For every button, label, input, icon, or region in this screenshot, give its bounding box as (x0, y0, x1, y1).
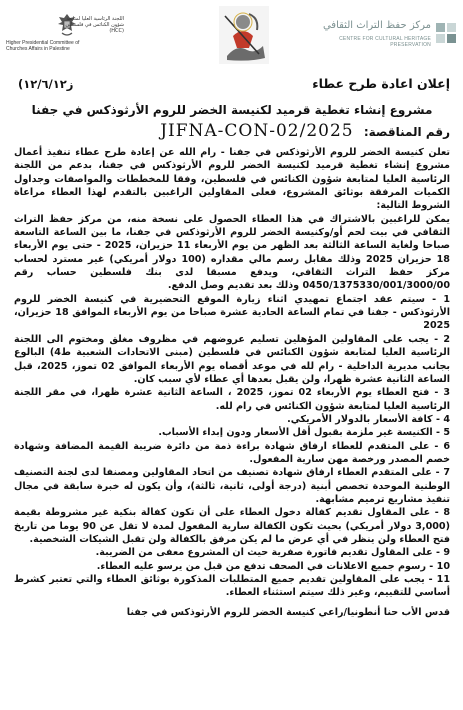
condition-item: 2 - يجب على المقاولين المؤهلين تسليم عروضهم في مظروف مغلق ومختوم الى اللجنة الرئاسية العليا لمتابعة شؤون الكنائس في فلسطين (مبنى الاتحادات الشعبية ط4) البالوع بجانب مديرية الداخلية - رام لله في موعد أقصاه يوم الأربعاء الموافق 02 تموز، 2025، قبل الساعة الثانية عشرة ظهرا، ولن يقبل بعدها أي عطاء لأي سبب كان. (14, 333, 451, 385)
project-title: مشروع إنشاء تغطية قرميد لكنيسة الخضر للروم الأرثوذكس في جفنا (31, 103, 433, 117)
tender-label: رقم المناقصة: (363, 125, 450, 139)
condition-item: 1 - سيتم عقد اجتماع تمهيدي اثناء زيارة الموقع التحضيرية في كنيسة الخضر للروم الأرثوذكس - جفنا في تمام الساعة الحادية عشرة صباحا من يوم الأربعاء الموافق 18 حزيران، 2025 (14, 293, 450, 332)
ccp-english-name: CENTRE FOR CULTURAL HERITAGE PRESERVATION (339, 36, 431, 48)
ccp-mark-icon (435, 22, 457, 44)
tender-line (14, 121, 450, 142)
condition-item: 4 - كافة الأسعار بالدولار الأمريكي. (287, 413, 450, 425)
ccp-arabic-name: مركز حفظ التراث الثقافي (322, 20, 431, 31)
signature-line: قدس الأب حنا أنطونيا/راعي كنيسة الخضر للروم الأرثوذكس في جفنا (126, 606, 450, 618)
headline-row (14, 76, 450, 96)
hcc-english-name: Higher Presidential Committee of Churches Affairs in Palestine (6, 40, 80, 52)
condition-item: 6 - على المتقدم للعطاء ارفاق شهادة براءة ذمة من دائرة ضريبة القيمة المضافة وشهادة خصم المصدر ورخصة مهن سارية المفعول. (14, 440, 450, 465)
hcc-arabic-block (60, 12, 180, 62)
announcement-headline: إعلان اعادة طرح عطاء (312, 76, 450, 91)
hcc-arabic-name: اللجنة الرئاسية العليا لمتابعة شؤون الكنائس في فلسطين (HCC) (65, 16, 124, 34)
conditions-list (14, 293, 450, 600)
condition-item: 9 - على المقاول تقديم فاتورة صفرية حيث ان المشروع معفى من الضريبة. (95, 547, 450, 559)
saint-george-dragon-icon (219, 6, 269, 64)
purchase-terms-paragraph: يمكن للراغبين بالاشتراك في هذا العطاء الحصول على نسخة منه، من مركز حفظ التراث الثقافي في بيت لحم أو/وكنيسة الخضر للروم الأرثوذكس في جفنا، ما بين الساعة التاسعة صباحا ولغاية الساعة الثالثة بعد الظهر من يوم الأربعاء 11 حزيران، 2025 - حتى يوم الأربعاء 18 حزيران 2025 وذلك مقابل رسم مالي مقداره (100 دولار أمريكي) غير مسترد لحساب مركز حفظ التراث الثقافي، ويدفع مسبقا لدى بنك فلسطين حساب رقم 0450/1375330/001/3000/00 وذلك بعد تقديم وصل الدفع. (14, 213, 450, 292)
announcement-body (14, 98, 450, 700)
intro-paragraph: تعلن كنيسة الخضر للروم الأرثوذكس في جفنا - رام الله عن إعادة طرح عطاء تنفيذ أعمال مشروع إنشاء تغطية قرميد لكنيسة الخضر للروم الأرثوذكس في جفنا، بدعم من اللجنة الرئاسية العليا لمتابعة شؤون الكنائس في فلسطين، وفقا للمخططات والمواصفات وجداول الكميات المرفقة بوثائق المشروع، فعلى المقاولين الراغبين بالتقدم لهذا العطاء مراعاة الشروط التالية: (14, 147, 450, 212)
tender-number: JIFNA-CON-02/2025 (160, 121, 354, 141)
ccp-logo (307, 16, 457, 56)
condition-item: 5 - الكنيسة غير ملزمة بقبول أقل الأسعار ودون إبداء الأسباب. (158, 427, 450, 439)
condition-item: 3 - فتح العطاء يوم الأربعاء 02 تموز، 2025 ، الساعة الثانية عشرة ظهرا، في مقر اللجنة الرئاسية العليا لمتابعة شؤون الكنائس في رام لله. (14, 387, 450, 412)
condition-item: 11 - يجب على المقاولين تقديم جميع المتطلبات المذكورة بوثائق العطاء والتي تعتبر كشرط أساسي للتقييم، وغير ذلك سيتم استثناء العطاء. (14, 574, 450, 599)
condition-item: 8 - على المقاول تقديم كفالة دخول العطاء على أن تكون كفالة بنكية غير مشروطة بقيمة (3,000 دولار أمريكي) بحيث تكون الكفالة سارية المفعول لمدة لا تقل عن 90 يوما من تاريخ فتح العطاء ولن ينظر في أي عرض ما لم يكن مرفق بالكفالة ولن تقبل الشيكات الشخصية. (14, 507, 450, 545)
logo-header (0, 0, 463, 74)
reference-code: ز١٢/٦/١٢) (18, 77, 74, 91)
condition-item: 7 - على المتقدم العطاء ارفاق شهادة تصنيف من اتحاد المقاولين ومصنفا لدى لجنة التصنيف الوطنية الموحدة تخصص أبنية (درجة أولى، ثانية، ثالثة)، وأن يكون له خبرة سابقة في مجال تنفيذ مشاريع ترميم مشابهة. (14, 467, 450, 505)
condition-item: 10 - رسوم جميع الاعلانات في الصحف تدفع من قبل من يرسو عليه العطاء. (96, 560, 450, 572)
